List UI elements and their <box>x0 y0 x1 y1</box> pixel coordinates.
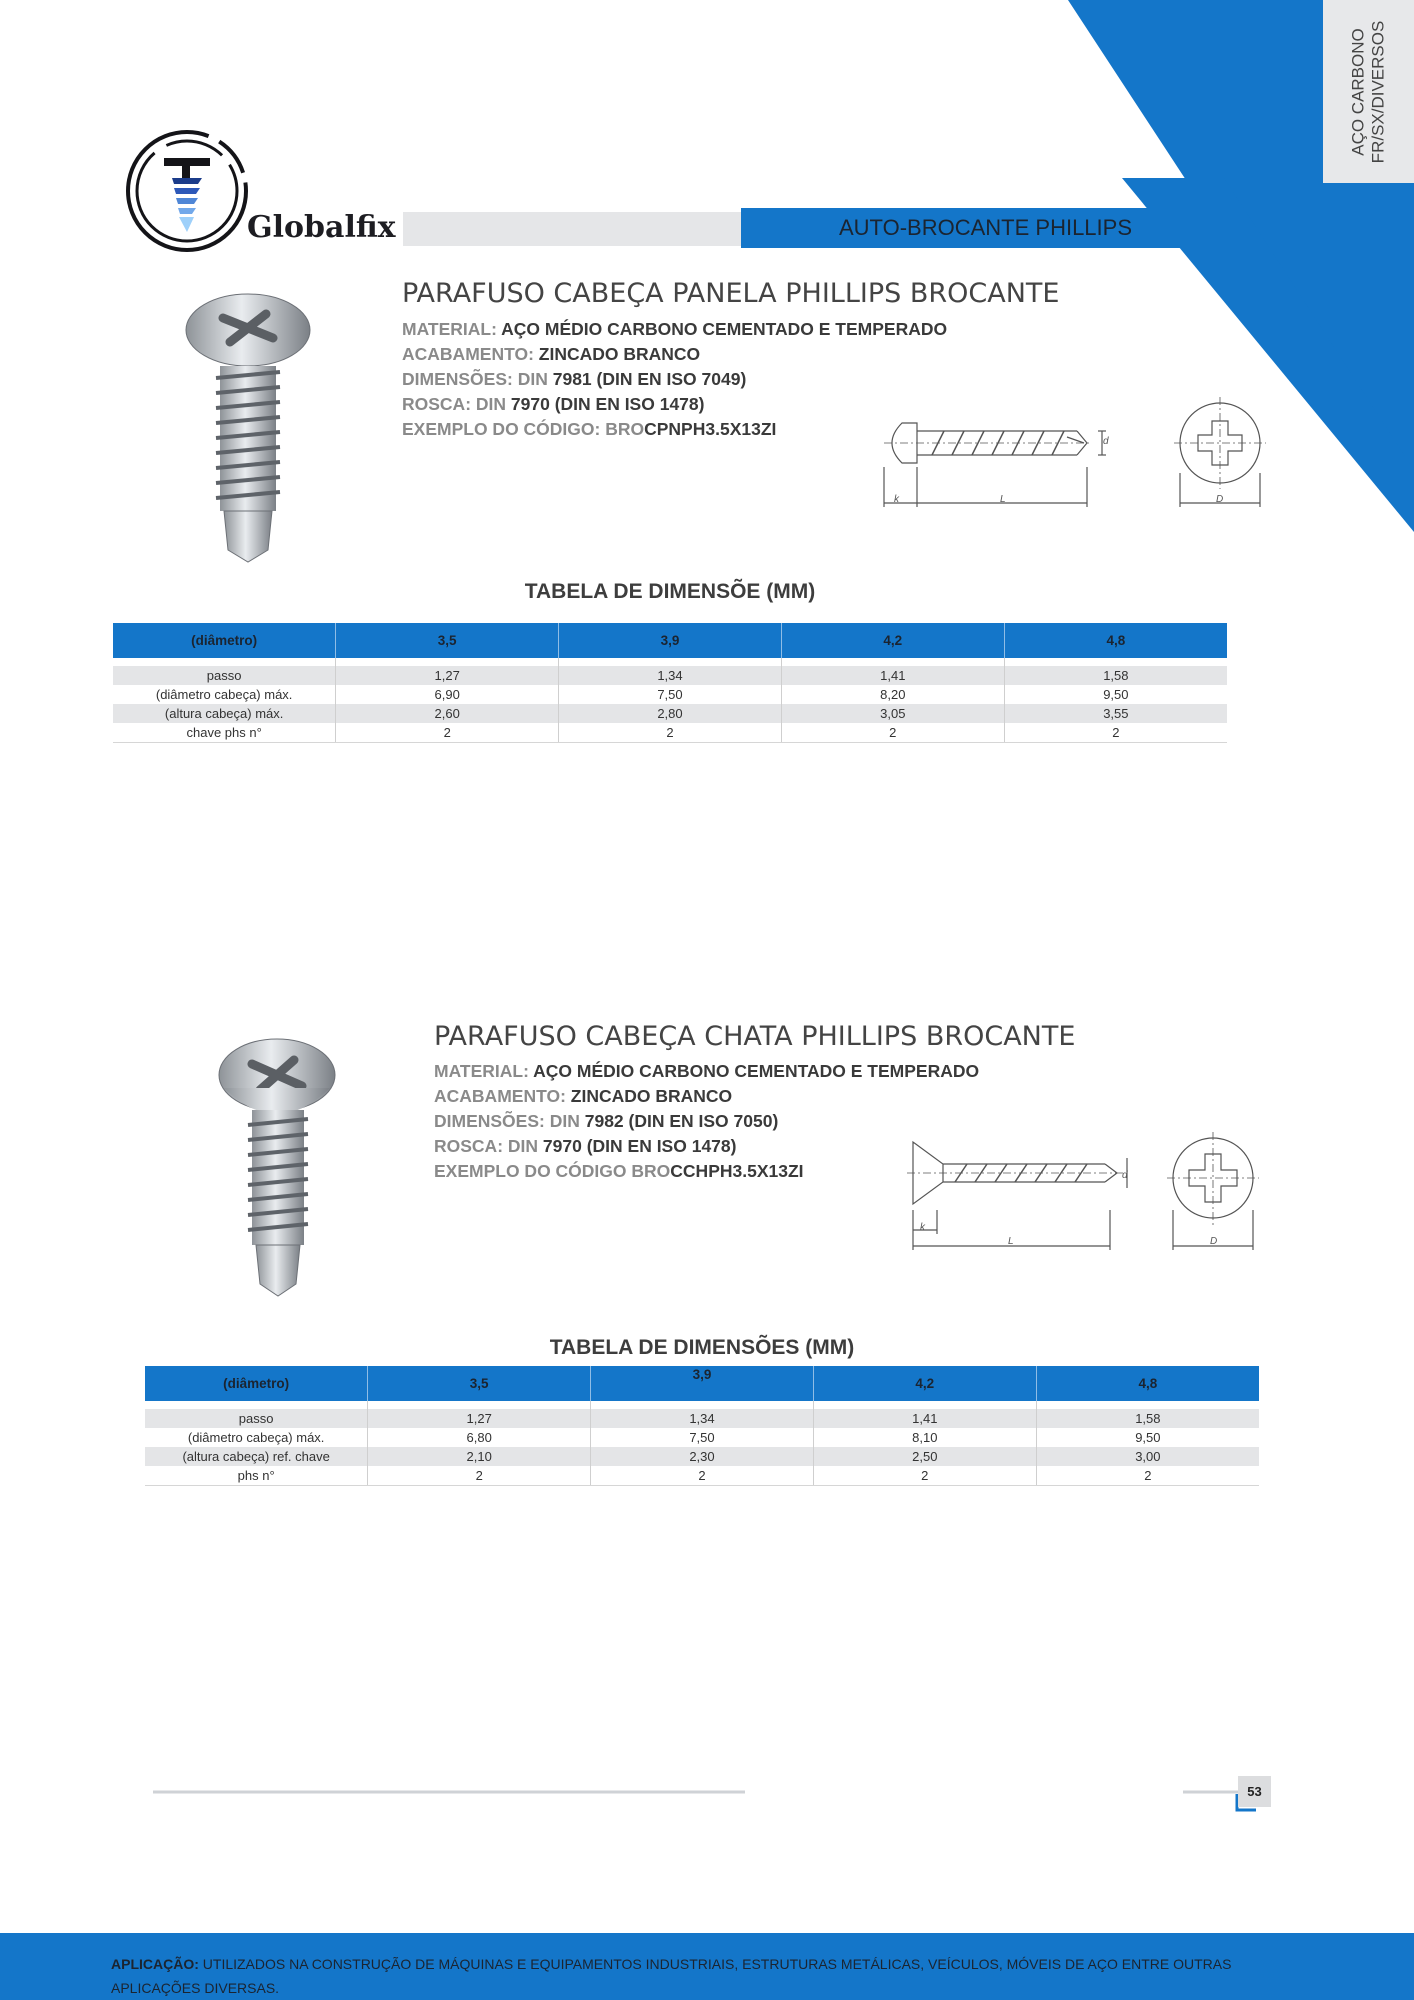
product-2-label-D: D <box>1210 1236 1218 1247</box>
product-2-dimensoes: DIMENSÕES: DIN 7982 (DIN EN ISO 7050) <box>434 1111 779 1131</box>
table-row <box>145 1466 1259 1486</box>
product-1-dimensoes: DIMENSÕES: DIN 7981 (DIN EN ISO 7049) <box>402 369 747 389</box>
column-header: 3,5 <box>336 623 559 658</box>
table-cell: (altura cabeça) máx. <box>113 704 336 723</box>
table-cell: 1,34 <box>559 666 782 685</box>
product-2-label-d: d <box>1122 1170 1128 1181</box>
table-cell: 3,55 <box>1004 704 1227 723</box>
section-header <box>741 208 1230 248</box>
product-2-acabamento: ACABAMENTO: ZINCADO BRANCO <box>434 1086 733 1106</box>
table-cell: 2,10 <box>368 1447 591 1466</box>
table-cell: chave phs n° <box>113 723 336 743</box>
footer-application-note <box>111 1952 1311 2000</box>
product-1-technical-drawing <box>872 395 1272 515</box>
product-2-dimension-table <box>145 1366 1259 1486</box>
table-row <box>113 723 1227 743</box>
table-cell: 2 <box>813 1466 1036 1486</box>
table-cell: 1,58 <box>1004 666 1227 685</box>
section-header-label: AUTO-BROCANTE PHILLIPS <box>839 215 1132 240</box>
product-2-material: MATERIAL: AÇO MÉDIO CARBONO CEMENTADO E TEMPERADO <box>434 1061 980 1081</box>
table-cell: 2 <box>336 723 559 743</box>
table-cell: 1,41 <box>813 1409 1036 1428</box>
table-cell: 2 <box>368 1466 591 1486</box>
table-row <box>113 666 1227 685</box>
product-1-acabamento: ACABAMENTO: ZINCADO BRANCO <box>402 344 701 364</box>
table-cell: 3,05 <box>781 704 1004 723</box>
table-cell: 2,30 <box>591 1447 814 1466</box>
column-header: 4,8 <box>1004 623 1227 658</box>
product-1-material: MATERIAL: AÇO MÉDIO CARBONO CEMENTADO E TEMPERADO <box>402 319 948 339</box>
globalfix-logo-icon <box>124 128 250 254</box>
table-cell: phs n° <box>145 1466 368 1486</box>
table-cell: 7,50 <box>559 685 782 704</box>
table-cell: 2,50 <box>813 1447 1036 1466</box>
footer-label: APLICAÇÃO: <box>111 1956 199 1972</box>
column-header: 4,8 <box>1036 1366 1259 1401</box>
table-cell: passo <box>145 1409 368 1428</box>
table-cell: 2,60 <box>336 704 559 723</box>
table-cell: 8,20 <box>781 685 1004 704</box>
product-2-specs <box>434 1059 979 1184</box>
table-cell: 1,41 <box>781 666 1004 685</box>
table-cell: 1,34 <box>591 1409 814 1428</box>
table-cell: 2 <box>1004 723 1227 743</box>
column-header: 3,9 <box>591 1366 814 1401</box>
product-1-label-d: d <box>1103 436 1109 447</box>
table-cell: (diâmetro cabeça) máx. <box>155 687 293 702</box>
table-cell: 3,00 <box>1036 1447 1259 1466</box>
product-1-title: PARAFUSO CABEÇA PANELA PHILLIPS BROCANTE <box>402 278 1060 309</box>
product-2-exemplo: EXEMPLO DO CÓDIGO BROCCHPH3.5X13ZI <box>434 1161 804 1181</box>
table-header-row <box>145 1366 1259 1401</box>
table-cell: 9,50 <box>1004 685 1227 704</box>
product-2-title: PARAFUSO CABEÇA CHATA PHILLIPS BROCANTE <box>434 1021 1076 1052</box>
product-2-label-L: L <box>1008 1236 1014 1247</box>
product-1-rosca: ROSCA: DIN 7970 (DIN EN ISO 1478) <box>402 394 705 414</box>
category-tab <box>1323 0 1414 183</box>
product-1-label-D: D <box>1216 494 1224 505</box>
table-cell: 2 <box>591 1466 814 1486</box>
table-cell: 2 <box>1036 1466 1259 1486</box>
category-tab-line1: AÇO CARBONO <box>1348 27 1368 156</box>
column-header: 4,2 <box>781 623 1004 658</box>
product-1-specs <box>402 317 947 442</box>
table-cell: 2 <box>781 723 1004 743</box>
product-2-rosca: ROSCA: DIN 7970 (DIN EN ISO 1478) <box>434 1136 737 1156</box>
product-1-label-k: k <box>894 494 899 505</box>
table-header-row <box>113 623 1227 658</box>
table-cell: (diâmetro cabeça) máx. <box>187 1430 325 1445</box>
table-row <box>145 1409 1259 1428</box>
table-cell: (altura cabeça) ref. chave <box>145 1447 368 1466</box>
table-cell: 1,27 <box>368 1409 591 1428</box>
page-number: 53 <box>1238 1776 1271 1807</box>
table-row <box>145 1447 1259 1466</box>
table-row <box>113 704 1227 723</box>
column-header: (diâmetro) <box>113 623 336 658</box>
header-band-grey <box>403 212 741 246</box>
brand-name: Globalfix <box>247 210 396 245</box>
table-cell: 8,10 <box>813 1428 1036 1447</box>
table-cell: passo <box>113 666 336 685</box>
table-cell: 9,50 <box>1036 1428 1259 1447</box>
column-header: 4,2 <box>813 1366 1036 1401</box>
column-header: 3,9 <box>559 623 782 658</box>
table-cell: 2,80 <box>559 704 782 723</box>
product-1-label-L: L <box>1000 494 1006 505</box>
column-header: 3,5 <box>368 1366 591 1401</box>
footer-text: UTILIZADOS NA CONSTRUÇÃO DE MÁQUINAS E EQUIPAMENTOS INDUSTRIAIS, ESTRUTURAS METÁLICAS, VEÍCULOS, MÓVEIS DE AÇO ENTRE OUTRAS APLICAÇÕES DIVERSAS. <box>111 1956 1232 1996</box>
table-cell: 2 <box>559 723 782 743</box>
product-2-label-k: k <box>920 1222 925 1233</box>
flat-head-screw-photo <box>202 1030 352 1305</box>
table-cell: 7,50 <box>591 1428 814 1447</box>
product-2-table-title: TABELA DE DIMENSÕES (MM) <box>549 1336 855 1359</box>
table-cell: 6,90 <box>336 685 559 704</box>
table-cell: 6,80 <box>368 1428 591 1447</box>
table-cell: 1,27 <box>336 666 559 685</box>
table-row <box>113 685 1227 704</box>
category-tab-line2: FR/SX/DIVERSOS <box>1368 20 1388 163</box>
pan-head-screw-photo <box>168 280 328 570</box>
table-cell: 1,58 <box>1036 1409 1259 1428</box>
column-header: (diâmetro) <box>145 1366 368 1401</box>
product-1-exemplo: EXEMPLO DO CÓDIGO: BROCPNPH3.5X13ZI <box>402 419 777 439</box>
product-1-dimension-table <box>113 623 1227 743</box>
product-1-table-title: TABELA DE DIMENSÕE (MM) <box>524 580 816 603</box>
table-row <box>145 1428 1259 1447</box>
